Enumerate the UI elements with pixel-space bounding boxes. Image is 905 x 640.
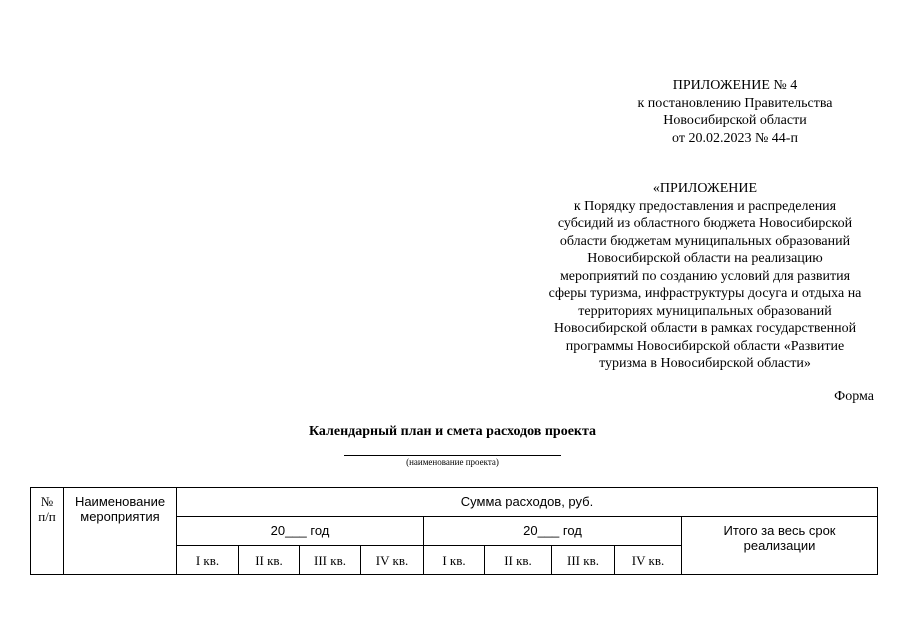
quarter-header: III кв.	[552, 546, 615, 575]
year-header: 20___ год	[424, 517, 682, 546]
quarter-header: IV кв.	[615, 546, 682, 575]
appendix-line: программы Новосибирской области «Развитие	[565, 338, 845, 354]
document-title: Календарный план и смета расходов проекта	[308, 424, 597, 439]
approval-line: Новосибирской области	[663, 113, 807, 128]
quarter-header: IV кв.	[361, 546, 424, 575]
appendix-line: к Порядку предоставления и распределения	[573, 198, 837, 214]
quarter-header: I кв.	[177, 546, 239, 575]
quarter-header: III кв.	[300, 546, 361, 575]
project-name-line	[344, 455, 561, 456]
appendix-line: Новосибирской области в рамках государственной	[553, 321, 857, 336]
quarter-header: II кв.	[239, 546, 300, 575]
appendix-line: туризма в Новосибирской области»	[599, 356, 811, 371]
year-header: 20___ год	[177, 517, 424, 546]
sum-header: Сумма расходов, руб.	[177, 488, 878, 517]
appendix-line: сферы туризма, инфраструктуры досуга и отдыха на	[548, 286, 862, 301]
project-name-caption: (наименование проекта)	[406, 457, 499, 467]
approval-line: ПРИЛОЖЕНИЕ № 4	[672, 78, 798, 93]
appendix-line: территориях муниципальных образований	[578, 303, 832, 319]
approval-line: к постановлению Правительства	[637, 95, 833, 111]
appendix-line: субсидий из областного бюджета Новосибирской	[557, 216, 853, 231]
form-label: Форма	[834, 389, 874, 404]
approval-line: от 20.02.2023 № 44-п	[672, 130, 798, 146]
appendix-line: области бюджетам муниципальных образований	[559, 233, 851, 249]
appendix-line: мероприятий по созданию условий для развития	[559, 268, 851, 284]
budget-table	[30, 487, 878, 575]
appendix-header	[505, 180, 905, 373]
quarter-header: II кв.	[485, 546, 552, 575]
appendix-line: Новосибирской области на реализацию	[587, 251, 823, 266]
approval-stamp	[600, 77, 870, 147]
quarter-header: I кв.	[424, 546, 485, 575]
total-header: Итого за весь срок реализации	[682, 517, 878, 575]
col-event-name-header: Наименование мероприятия	[64, 488, 177, 575]
appendix-line: «ПРИЛОЖЕНИЕ	[652, 181, 758, 196]
col-number-header: № п/п	[31, 488, 64, 575]
